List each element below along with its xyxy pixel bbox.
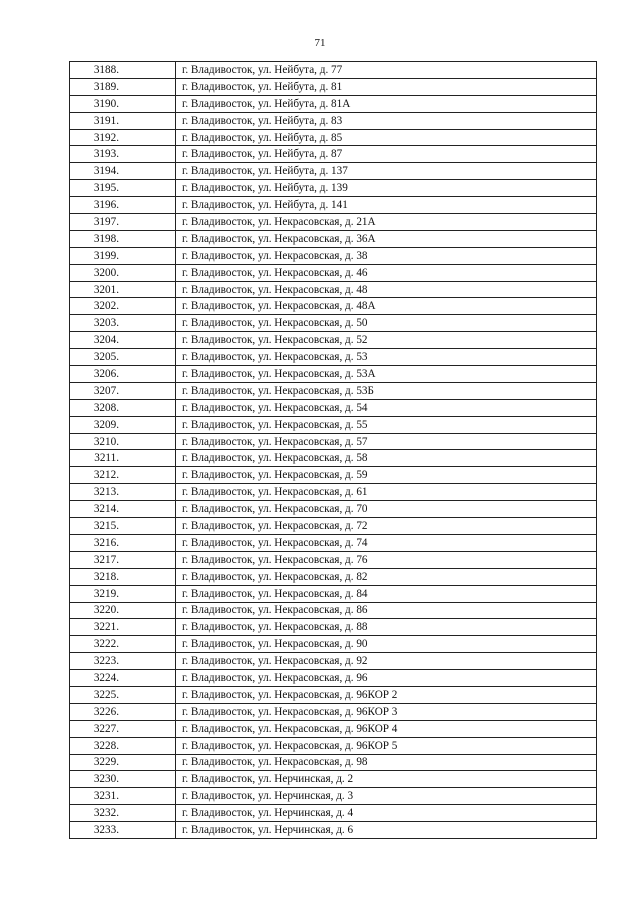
- table-row: [70, 686, 597, 703]
- row-number: 3221.: [70, 619, 176, 636]
- row-number: 3216.: [70, 534, 176, 551]
- table-row: [70, 737, 597, 754]
- table-row: [70, 281, 597, 298]
- table-row: [70, 602, 597, 619]
- table-row: [70, 450, 597, 467]
- row-address: г. Владивосток, ул. Некрасовская, д. 74: [176, 534, 597, 551]
- row-address: г. Владивосток, ул. Нейбута, д. 81А: [176, 95, 597, 112]
- row-address: г. Владивосток, ул. Некрасовская, д. 76: [176, 551, 597, 568]
- row-address: г. Владивосток, ул. Некрасовская, д. 46: [176, 264, 597, 281]
- table-row: [70, 771, 597, 788]
- page-number: 71: [314, 37, 326, 49]
- row-address: г. Владивосток, ул. Некрасовская, д. 72: [176, 518, 597, 535]
- table-row: [70, 146, 597, 163]
- row-number: 3231.: [70, 788, 176, 805]
- row-number: 3191.: [70, 112, 176, 129]
- table-row: [70, 551, 597, 568]
- table-row: [70, 78, 597, 95]
- table-row: [70, 670, 597, 687]
- table-row: [70, 518, 597, 535]
- row-address: г. Владивосток, ул. Нерчинская, д. 3: [176, 788, 597, 805]
- table-row: [70, 805, 597, 822]
- row-number: 3226.: [70, 703, 176, 720]
- table-row: [70, 416, 597, 433]
- row-address: г. Владивосток, ул. Нейбута, д. 81: [176, 78, 597, 95]
- row-number: 3233.: [70, 822, 176, 839]
- row-address: г. Владивосток, ул. Нерчинская, д. 6: [176, 822, 597, 839]
- table-row: [70, 197, 597, 214]
- row-number: 3188.: [70, 62, 176, 79]
- row-address: г. Владивосток, ул. Некрасовская, д. 38: [176, 247, 597, 264]
- row-number: 3190.: [70, 95, 176, 112]
- row-address: г. Владивосток, ул. Некрасовская, д. 52: [176, 332, 597, 349]
- row-number: 3212.: [70, 467, 176, 484]
- row-address: г. Владивосток, ул. Некрасовская, д. 21А: [176, 214, 597, 231]
- table-row: [70, 214, 597, 231]
- row-address: г. Владивосток, ул. Нейбута, д. 83: [176, 112, 597, 129]
- table-row: [70, 163, 597, 180]
- row-address: г. Владивосток, ул. Некрасовская, д. 54: [176, 399, 597, 416]
- row-number: 3196.: [70, 197, 176, 214]
- address-table: [69, 61, 597, 839]
- row-address: г. Владивосток, ул. Некрасовская, д. 98: [176, 754, 597, 771]
- row-address: г. Владивосток, ул. Некрасовская, д. 58: [176, 450, 597, 467]
- row-number: 3209.: [70, 416, 176, 433]
- table-row: [70, 230, 597, 247]
- row-address: г. Владивосток, ул. Некрасовская, д. 96КОР 5: [176, 737, 597, 754]
- table-row: [70, 95, 597, 112]
- row-address: г. Владивосток, ул. Некрасовская, д. 70: [176, 501, 597, 518]
- row-number: 3207.: [70, 382, 176, 399]
- row-address: г. Владивосток, ул. Некрасовская, д. 92: [176, 653, 597, 670]
- row-address: г. Владивосток, ул. Некрасовская, д. 96: [176, 670, 597, 687]
- table-row: [70, 264, 597, 281]
- row-number: 3204.: [70, 332, 176, 349]
- row-address: г. Владивосток, ул. Некрасовская, д. 90: [176, 636, 597, 653]
- row-address: г. Владивосток, ул. Некрасовская, д. 84: [176, 585, 597, 602]
- row-address: г. Владивосток, ул. Некрасовская, д. 88: [176, 619, 597, 636]
- table-row: [70, 822, 597, 839]
- row-number: 3192.: [70, 129, 176, 146]
- row-number: 3201.: [70, 281, 176, 298]
- row-address: г. Владивосток, ул. Некрасовская, д. 36А: [176, 230, 597, 247]
- row-address: г. Владивосток, ул. Некрасовская, д. 96КОР 2: [176, 686, 597, 703]
- table-row: [70, 180, 597, 197]
- table-row: [70, 534, 597, 551]
- row-number: 3224.: [70, 670, 176, 687]
- row-address: г. Владивосток, ул. Некрасовская, д. 59: [176, 467, 597, 484]
- table-row: [70, 129, 597, 146]
- row-number: 3227.: [70, 720, 176, 737]
- row-number: 3215.: [70, 518, 176, 535]
- table-row: [70, 247, 597, 264]
- row-number: 3230.: [70, 771, 176, 788]
- row-number: 3211.: [70, 450, 176, 467]
- row-address: г. Владивосток, ул. Нейбута, д. 87: [176, 146, 597, 163]
- row-number: 3198.: [70, 230, 176, 247]
- row-number: 3220.: [70, 602, 176, 619]
- table-row: [70, 399, 597, 416]
- row-address: г. Владивосток, ул. Некрасовская, д. 50: [176, 315, 597, 332]
- table-row: [70, 433, 597, 450]
- row-address: г. Владивосток, ул. Нейбута, д. 77: [176, 62, 597, 79]
- table-row: [70, 366, 597, 383]
- row-address: г. Владивосток, ул. Нерчинская, д. 4: [176, 805, 597, 822]
- row-address: г. Владивосток, ул. Некрасовская, д. 96КОР 4: [176, 720, 597, 737]
- table-row: [70, 788, 597, 805]
- table-row: [70, 332, 597, 349]
- row-number: 3214.: [70, 501, 176, 518]
- row-number: 3219.: [70, 585, 176, 602]
- table-row: [70, 298, 597, 315]
- table-row: [70, 382, 597, 399]
- table-row: [70, 315, 597, 332]
- row-number: 3229.: [70, 754, 176, 771]
- row-number: 3206.: [70, 366, 176, 383]
- row-number: 3228.: [70, 737, 176, 754]
- row-address: г. Владивосток, ул. Некрасовская, д. 96КОР 3: [176, 703, 597, 720]
- row-address: г. Владивосток, ул. Некрасовская, д. 53: [176, 349, 597, 366]
- table-row: [70, 501, 597, 518]
- table-row: [70, 349, 597, 366]
- row-number: 3194.: [70, 163, 176, 180]
- row-address: г. Владивосток, ул. Некрасовская, д. 53А: [176, 366, 597, 383]
- row-number: 3189.: [70, 78, 176, 95]
- table-row: [70, 467, 597, 484]
- row-number: 3195.: [70, 180, 176, 197]
- row-address: г. Владивосток, ул. Нейбута, д. 137: [176, 163, 597, 180]
- table-row: [70, 112, 597, 129]
- row-number: 3199.: [70, 247, 176, 264]
- row-number: 3213.: [70, 484, 176, 501]
- row-number: 3202.: [70, 298, 176, 315]
- table-row: [70, 62, 597, 79]
- row-address: г. Владивосток, ул. Некрасовская, д. 57: [176, 433, 597, 450]
- row-number: 3193.: [70, 146, 176, 163]
- row-number: 3210.: [70, 433, 176, 450]
- row-number: 3200.: [70, 264, 176, 281]
- row-number: 3225.: [70, 686, 176, 703]
- row-number: 3205.: [70, 349, 176, 366]
- address-table-body: [70, 62, 597, 839]
- row-number: 3223.: [70, 653, 176, 670]
- row-address: г. Владивосток, ул. Некрасовская, д. 53Б: [176, 382, 597, 399]
- row-address: г. Владивосток, ул. Некрасовская, д. 48А: [176, 298, 597, 315]
- row-address: г. Владивосток, ул. Нейбута, д. 141: [176, 197, 597, 214]
- table-row: [70, 636, 597, 653]
- row-address: г. Владивосток, ул. Некрасовская, д. 82: [176, 568, 597, 585]
- table-row: [70, 484, 597, 501]
- row-number: 3218.: [70, 568, 176, 585]
- row-number: 3208.: [70, 399, 176, 416]
- table-row: [70, 720, 597, 737]
- row-number: 3217.: [70, 551, 176, 568]
- row-number: 3197.: [70, 214, 176, 231]
- row-address: г. Владивосток, ул. Нейбута, д. 139: [176, 180, 597, 197]
- table-row: [70, 568, 597, 585]
- row-number: 3222.: [70, 636, 176, 653]
- row-address: г. Владивосток, ул. Нейбута, д. 85: [176, 129, 597, 146]
- table-row: [70, 585, 597, 602]
- row-address: г. Владивосток, ул. Некрасовская, д. 48: [176, 281, 597, 298]
- row-number: 3232.: [70, 805, 176, 822]
- table-row: [70, 754, 597, 771]
- table-row: [70, 703, 597, 720]
- row-address: г. Владивосток, ул. Некрасовская, д. 61: [176, 484, 597, 501]
- row-address: г. Владивосток, ул. Некрасовская, д. 86: [176, 602, 597, 619]
- table-row: [70, 653, 597, 670]
- row-address: г. Владивосток, ул. Некрасовская, д. 55: [176, 416, 597, 433]
- table-row: [70, 619, 597, 636]
- row-number: 3203.: [70, 315, 176, 332]
- row-address: г. Владивосток, ул. Нерчинская, д. 2: [176, 771, 597, 788]
